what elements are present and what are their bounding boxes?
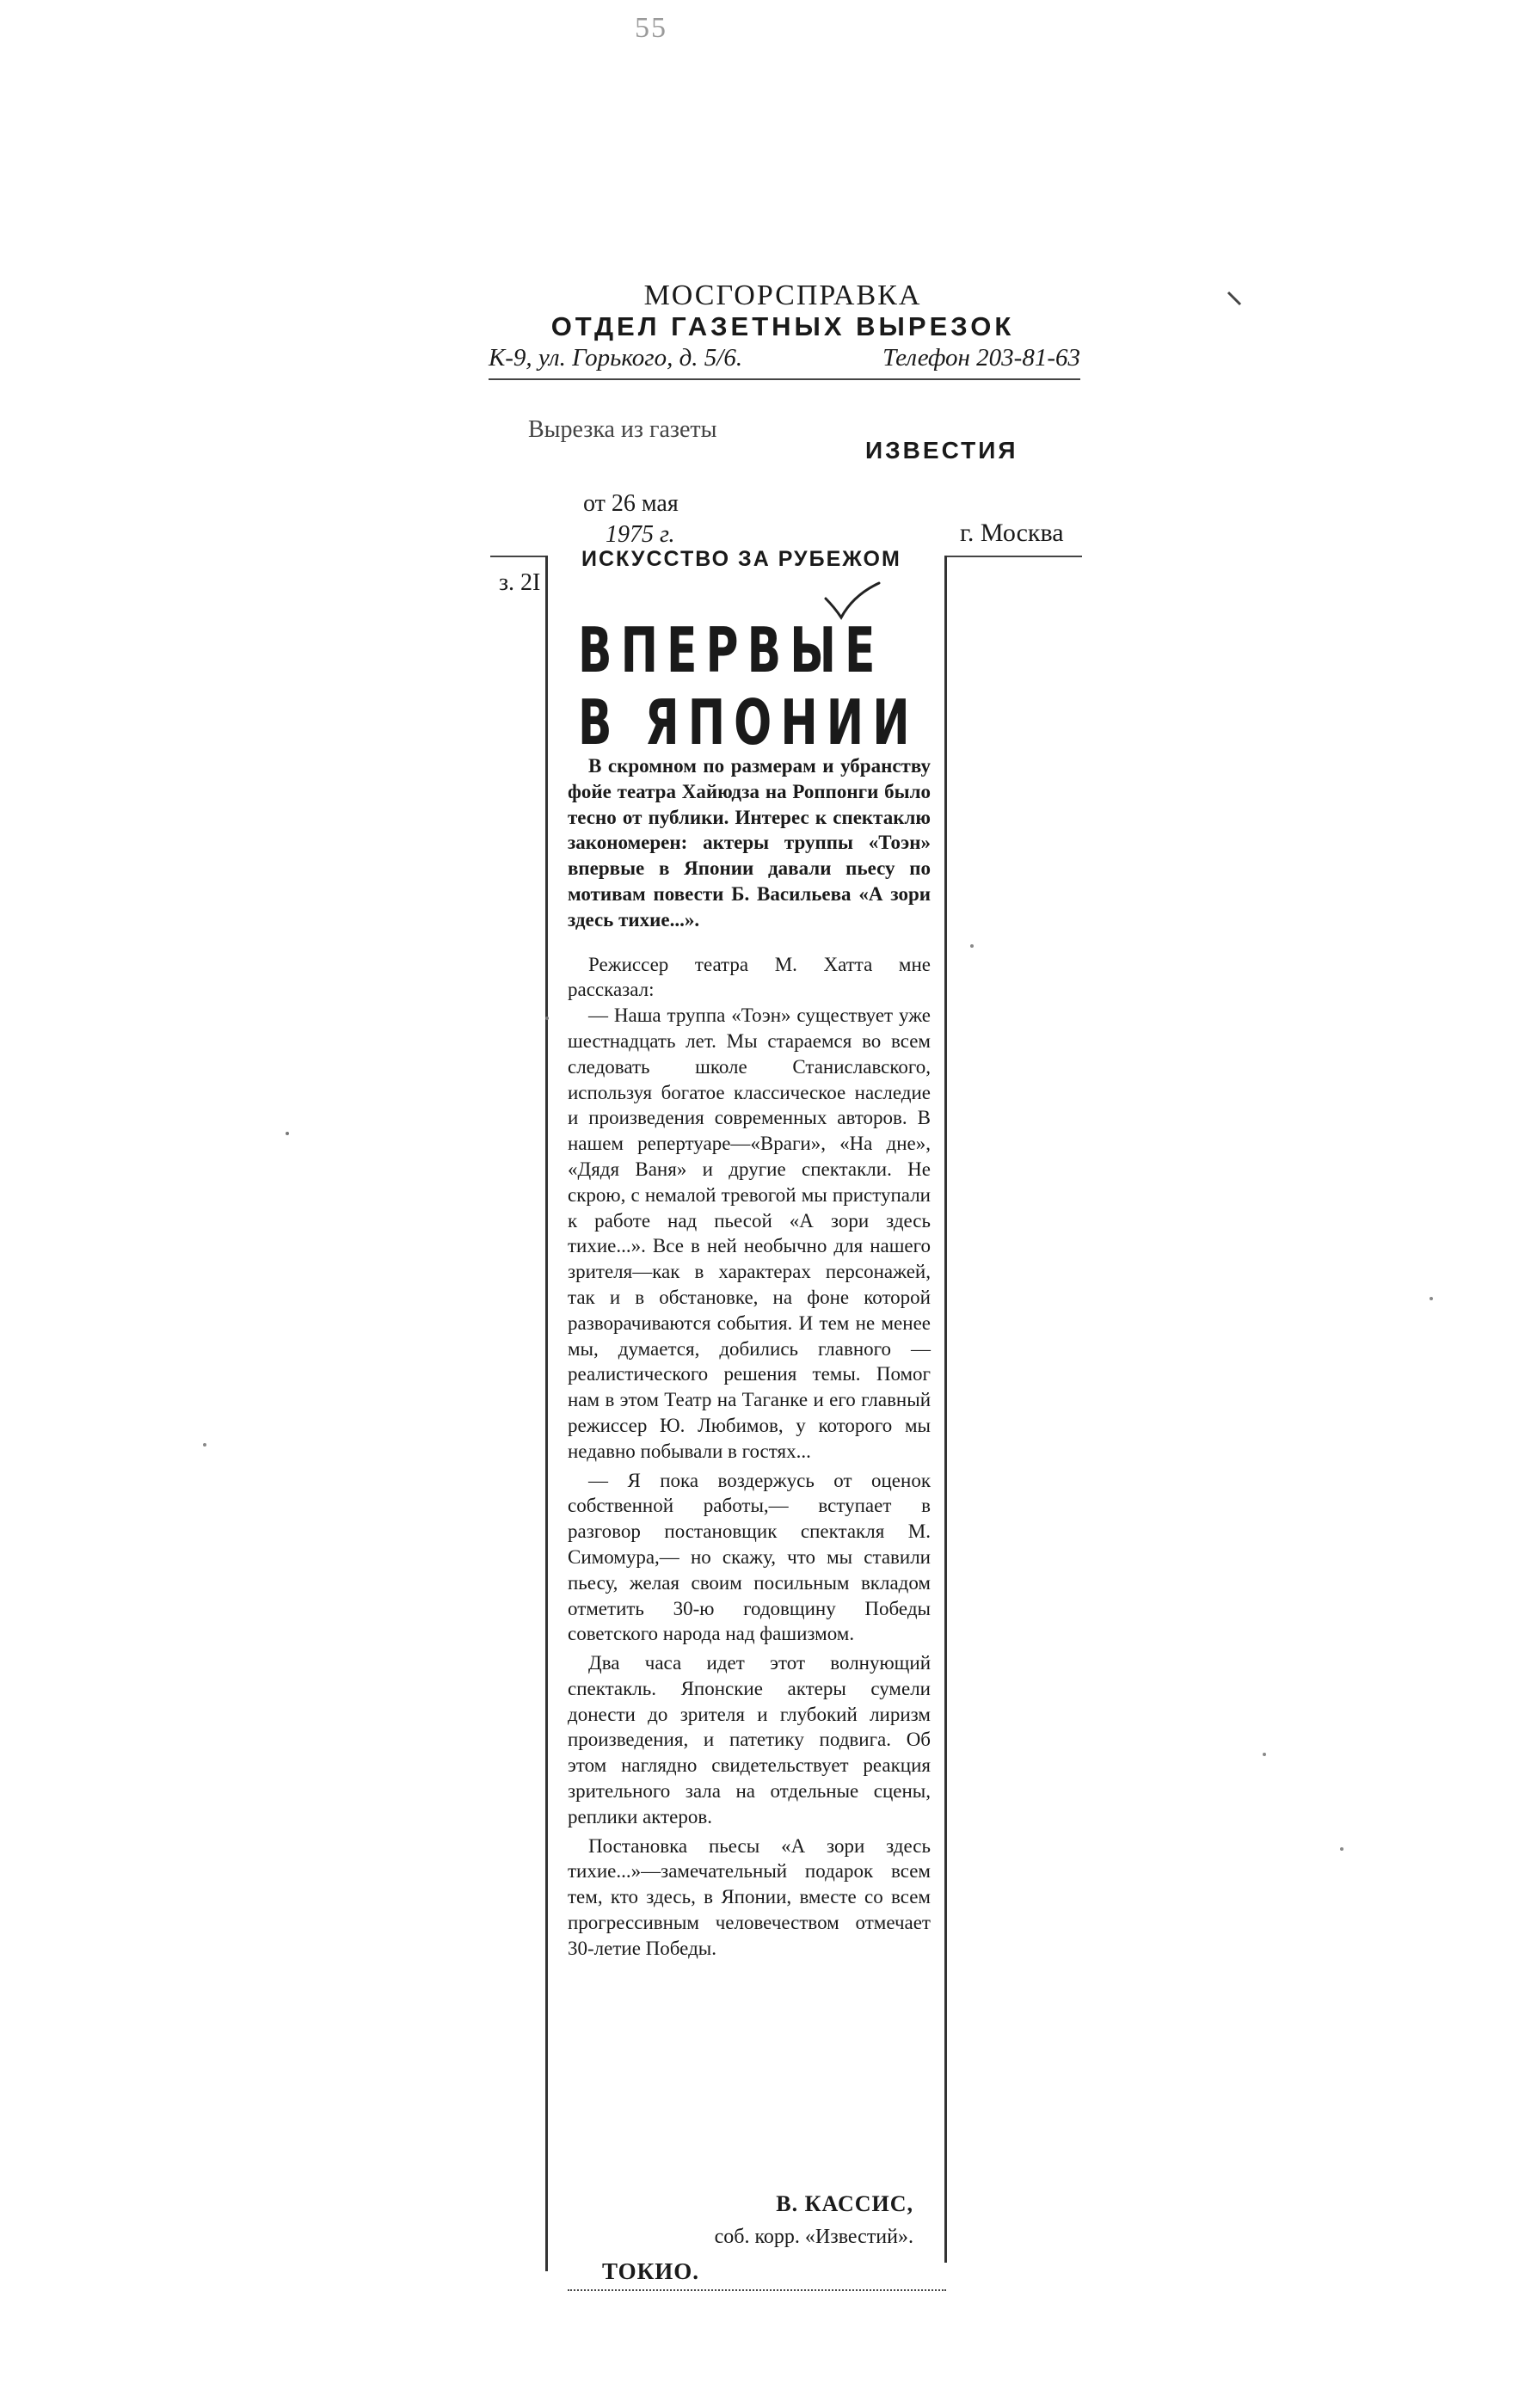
column-border-left <box>545 556 548 2271</box>
clipping-date: от 26 мая <box>583 490 679 517</box>
article-dateline: ТОКИО. <box>602 2258 699 2284</box>
column-border-bottom <box>568 2289 946 2291</box>
address: К-9, ул. Горького, д. 5/6. <box>489 344 743 372</box>
clipping-city: г. Москва <box>960 519 1064 547</box>
department-name: ОТДЕЛ ГАЗЕТНЫХ ВЫРЕЗОК <box>550 311 1015 341</box>
article-paragraph: Постановка пьесы «А зори здесь тихие...»—замечательный подарок всем тем, кто здесь, в Японии, вместе со всем прогрессивным человечеством отмечает 30-летие Победы. <box>568 1834 931 1959</box>
author-name: В. КАССИС, <box>776 2191 913 2216</box>
clipping-rule-right <box>946 556 1082 557</box>
article-headline-line1: ВПЕРВЫЕ <box>578 614 884 686</box>
article-body <box>568 753 931 1962</box>
clipping-rule-left <box>490 556 545 557</box>
address-row <box>489 344 1080 375</box>
article-lead-paragraph: В скромном по размерам и убранству фойе театра Хайюдза на Роппонги было тесно от публики. Интерес к спектаклю закономерен: актеры труппы «Тоэн» впервые в Японии давали пьесу по мотивам повести Б. Васильева «А зори здесь тихие...». <box>568 755 931 931</box>
source-label: Вырезка из газеты <box>528 416 717 443</box>
article-headline-line2: В ЯПОНИИ <box>578 686 919 759</box>
page-number-mark: 55 <box>635 12 667 44</box>
header-rule <box>489 378 1080 380</box>
article-signature <box>568 2191 913 2249</box>
article-paragraph: Два часа идет этот волнующий спектакль. Японские актеры сумели донести до зрителя и глубокий лиризм произведения, и патетику подвига. Об этом наглядно свидетельствует реакция зрительного зала на отдельные сцены, реплики актеров. <box>568 1652 931 1828</box>
article-paragraph: Режиссер театра М. Хатта мне рассказал: <box>568 953 931 1001</box>
newspaper-name: ИЗВЕСТИЯ <box>865 437 1018 464</box>
phone: Телефон 203-81-63 <box>882 344 1080 372</box>
organization-name: МОСГОРСПРАВКА <box>643 280 922 311</box>
author-role: соб. корр. «Известий». <box>714 2226 913 2248</box>
clipping-year: 1975 г. <box>606 521 675 548</box>
column-border-right <box>944 556 947 2263</box>
article-paragraph: — Я пока воздержусь от оценок собственной работы,— вступает в разговор постановщик спектакля М. Симомура,— но скажу, что мы ставили пьесу, желая своим посильным вкладом отметить 30-ю годовщину Победы советского народа над фашизмом. <box>568 1469 931 1645</box>
clipping-number: з. 2I <box>499 569 541 596</box>
article-paragraph: — Наша труппа «Тоэн» существует уже шестнадцать лет. Мы стараемся во всем следовать школе Станиславского, используя богатое классическое наследие и произведения современных авторов. В нашем репертуаре—«Враги», «На дне», «Дядя Ваня» и другие спектакли. Не скрою, с немалой тревогой мы приступали к работе над пьесой «А зори здесь тихие...». Все в ней необычно для нашего зрителя—как в характерах персонажей, так и в обстановке, на фоне которой разворачиваются события. И тем не менее мы, думается, добились главного — реалистического решения темы. Помог нам в этом Театр на Таганке и его главный режиссер Ю. Любимов, у которого мы недавно побывали в гостях... <box>568 1004 931 1462</box>
article-rubric: ИСКУССТВО ЗА РУБЕЖОМ <box>581 547 901 571</box>
